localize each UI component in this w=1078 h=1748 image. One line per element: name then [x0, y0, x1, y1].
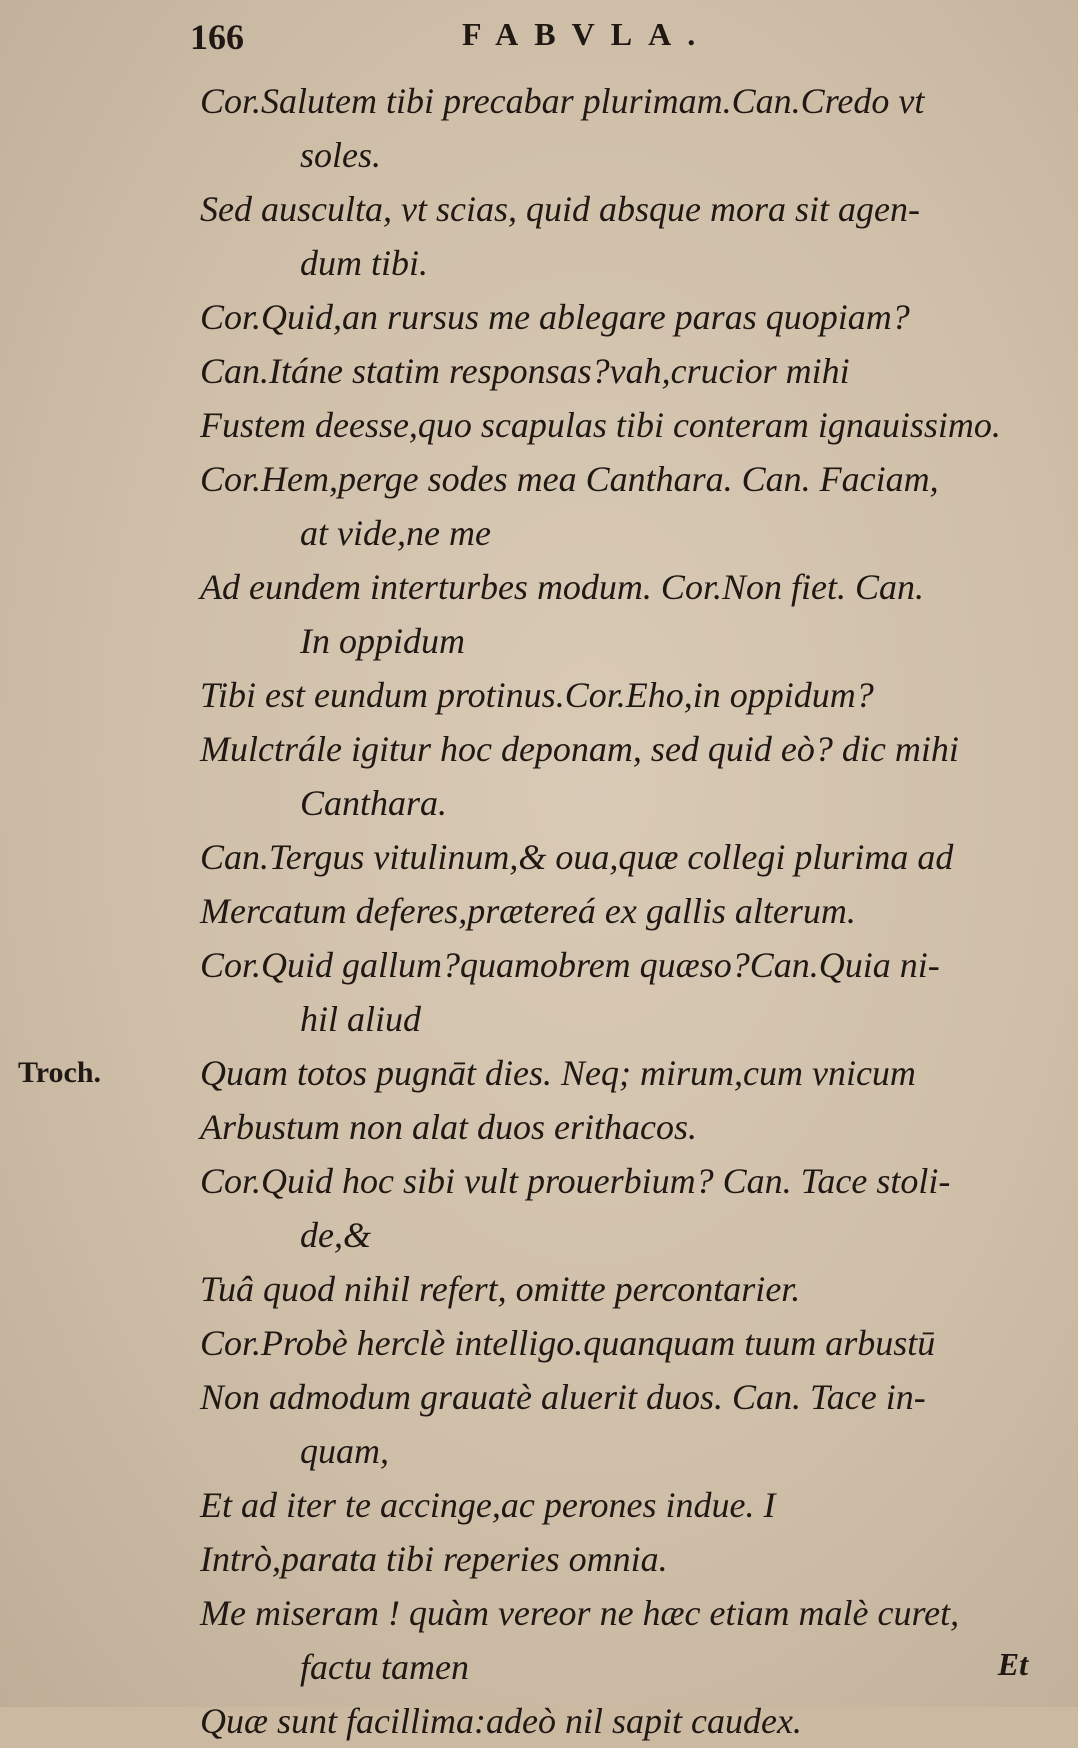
text-line: Cor.Quid gallum?quamobrem quæso?Can.Quia ni- — [200, 945, 940, 985]
text-line: de,& — [300, 1215, 371, 1255]
text-line: Quam totos pugnāt dies. Neq; mirum,cum vnicum Troch. — [0, 1046, 1078, 1100]
text-line: Can.Tergus vitulinum,& oua,quæ collegi plurima ad — [200, 837, 954, 877]
text-line: Ad eundem interturbes modum. Cor.Non fiet. Can. — [200, 567, 924, 607]
page-number: 166 — [190, 17, 244, 57]
text-line: Sed ausculta, vt scias, quid absque mora sit agen- — [200, 189, 920, 229]
text-line: factu tamen — [300, 1647, 469, 1687]
catchword: Et — [997, 1646, 1028, 1682]
text-line: Tuâ quod nihil refert, omitte percontarier. — [200, 1269, 801, 1309]
margin-note: Troch. — [18, 1056, 102, 1089]
text-line: Me miseram ! quàm vereor ne hæc etiam malè curet, — [200, 1593, 960, 1633]
verse-text — [0, 74, 1078, 1748]
text-line: Et ad iter te accinge,ac perones indue. I — [200, 1485, 776, 1525]
text-line: Canthara. — [300, 783, 448, 823]
text-line: Mulctrále igitur hoc deponam, sed quid eò? dic mihi — [200, 729, 959, 769]
text-line: Cor.Hem,perge sodes mea Canthara. Can. Faciam, — [200, 459, 939, 499]
text-line: Fustem deesse,quo scapulas tibi conteram ignauissimo. — [200, 405, 1001, 445]
page-header — [190, 14, 750, 64]
text-line: Non admodum grauatè aluerit duos. Can. Tace in- — [200, 1377, 926, 1417]
text-line: Cor.Probè herclè intelligo.quanquam tuum arbustū — [200, 1323, 936, 1363]
text-line: Arbustum non alat duos erithacos. — [200, 1107, 698, 1147]
text-line: In oppidum — [300, 621, 465, 661]
text-line: Intrò,parata tibi reperies omnia. — [200, 1539, 668, 1579]
text-line: Quæ sunt facillima:adeò nil sapit caudex. — [200, 1701, 802, 1741]
running-head: FABVLA. — [462, 16, 712, 52]
text-line: Tibi est eundum protinus.Cor.Eho,in oppidum? — [200, 675, 874, 715]
text-line: Can.Itáne statim responsas?vah,crucior mihi — [200, 351, 850, 391]
text-line: Cor.Salutem tibi precabar plurimam.Can.Credo vt — [200, 81, 925, 121]
text-line: Mercatum deferes,prætereá ex gallis alterum. — [200, 891, 856, 931]
text-line: quam, — [300, 1431, 389, 1471]
text-line: Cor.Quid hoc sibi vult prouerbium? Can. Tace stoli- — [200, 1161, 951, 1201]
text-line: dum tibi. — [300, 243, 429, 283]
text-line: at vide,ne me — [300, 513, 491, 553]
text-line: Cor.Quid,an rursus me ablegare paras quopiam? — [200, 297, 910, 337]
text-line: hil aliud — [300, 999, 422, 1039]
text-line: soles. — [300, 135, 381, 175]
